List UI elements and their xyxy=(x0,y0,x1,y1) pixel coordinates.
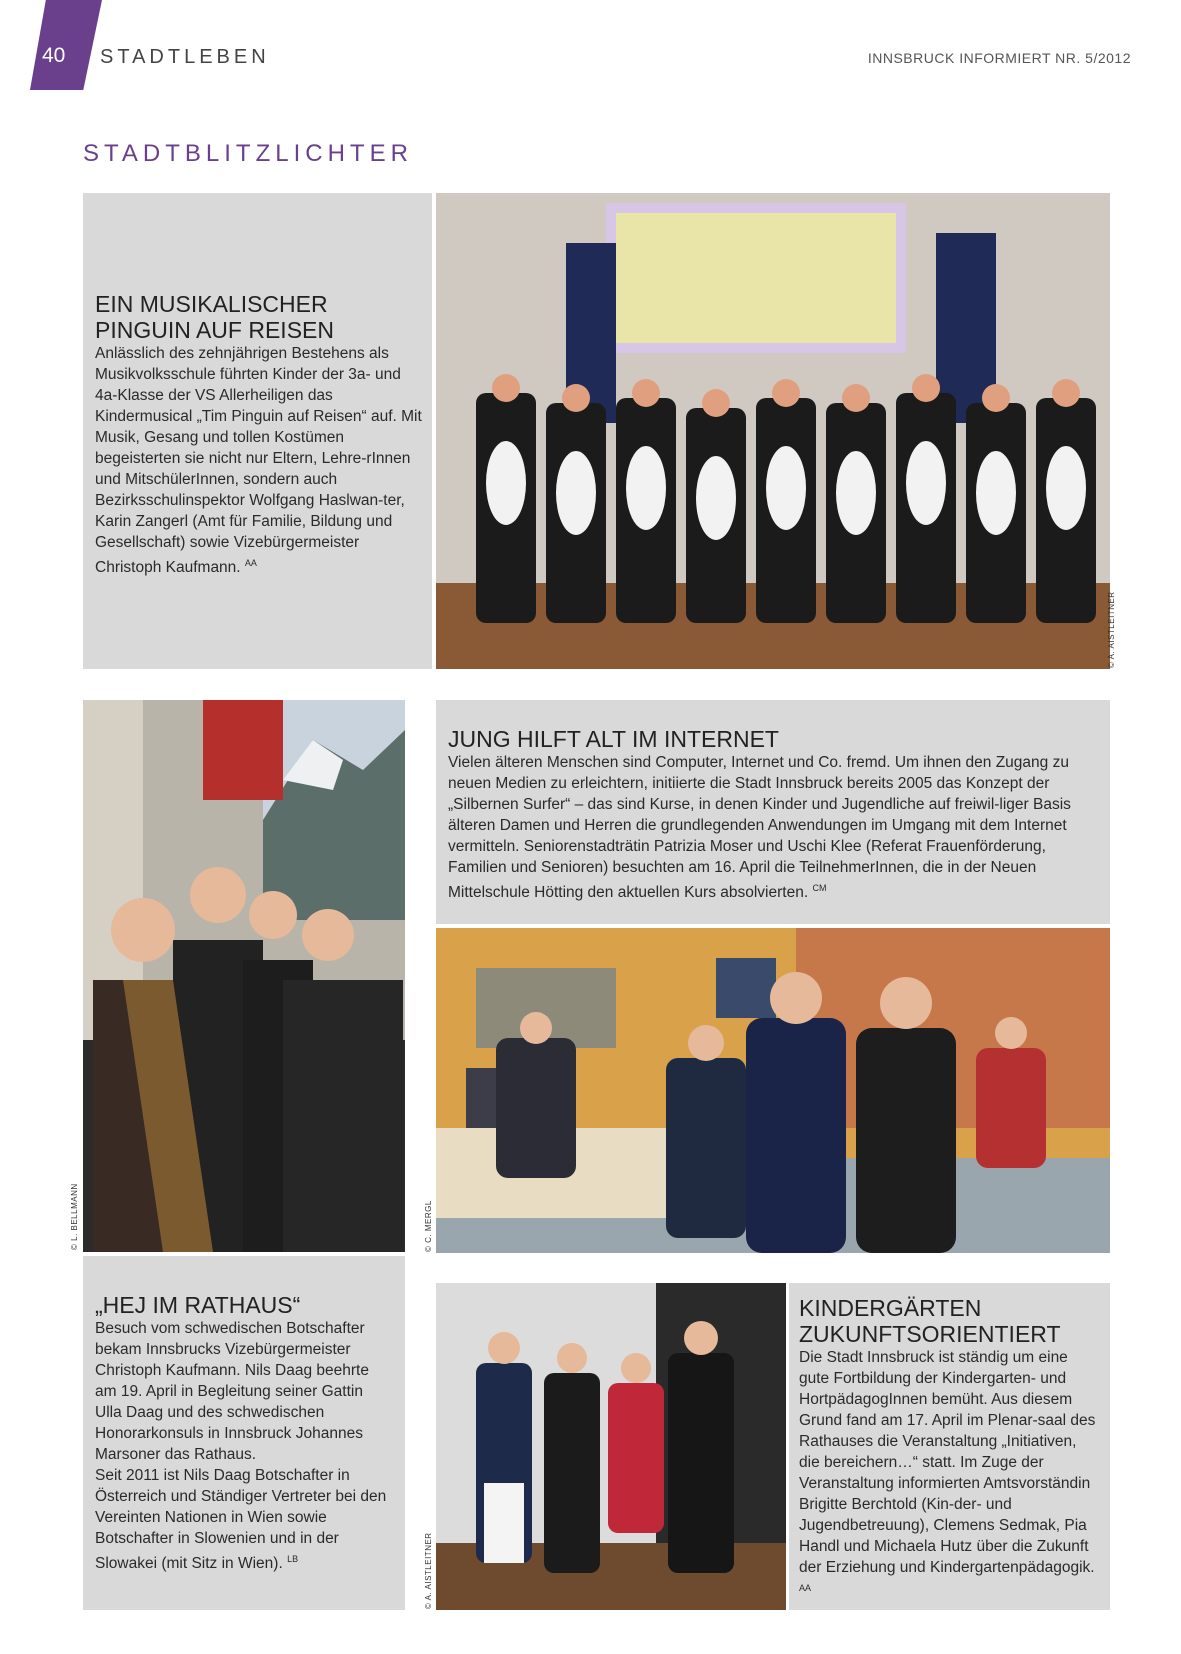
rathaus-title: „HEJ IM RATHAUS“ xyxy=(95,1292,301,1318)
kindergarten-photo-credit: © A. AISTLEITNER xyxy=(424,1532,433,1609)
pinguin-title-line1: EIN MUSIKALISCHER xyxy=(95,291,328,317)
pinguin-text-box xyxy=(83,193,432,669)
pinguin-body xyxy=(95,343,422,578)
internet-body xyxy=(448,752,1098,903)
penguin-musical-photo xyxy=(436,193,1110,669)
kindergarten-body-text: Die Stadt Innsbruck ist ständig um eine gute Fortbildung der Kindergarten- und HortpädagogInnen bemüht. Aus diesem Grund fand am 17. April im Plenar-saal des Rathauses die Veranstaltung „Initiativen, die bereichern…“ statt. Im Zuge der Veranstaltung informierten Amtsvorständin Brigitte Berchtold (Kin-der- und Jugendbetreuung), Clemens Sedmak, Pia Handl und Michaela Hutz über die Zukunft der Erziehung und Kindergartenpädagogik. xyxy=(799,1349,1096,1576)
kindergarten-title xyxy=(799,1295,1100,1347)
rathaus-photo xyxy=(83,700,405,1252)
rathaus-signature: LB xyxy=(287,1554,299,1564)
kindergarten-text-box xyxy=(789,1283,1110,1610)
issue-label: INNSBRUCK INFORMIERT NR. 5/2012 xyxy=(867,50,1131,66)
kindergarten-body xyxy=(799,1347,1100,1603)
kindergarten-photo xyxy=(436,1283,786,1610)
kindergarten-signature: AA xyxy=(799,1583,812,1593)
kindergarten-title-line2: ZUKUNFTSORIENTIERT xyxy=(799,1321,1061,1347)
rathaus-body-text-2: Seit 2011 ist Nils Daag Botschafter in Österreich und Ständiger Vertreter bei den Vereinten Nationen in Wien sowie Botschafter in Slowenien und in der Slowakei (mit Sitz in Wien). xyxy=(95,1467,387,1573)
pinguin-signature: AA xyxy=(244,558,257,568)
internet-title: JUNG HILFT ALT IM INTERNET xyxy=(448,726,779,752)
pinguin-body-text: Anlässlich des zehnjährigen Bestehens als Musikvolksschule führten Kinder der 3a- und 4a-Klasse der VS Allerheiligen das Kindermusical „Tim Pinguin auf Reisen“ auf. Mit Musik, Gesang und tollen Kostümen begeisterten sie nicht nur Eltern, Lehre-rInnen und MitschülerInnen, sondern auch Bezirksschulinspektor Wolfgang Haslwan-ter, Karin Zangerl (Amt für Familie, Bildung und Gesellschaft) sowie Vizebürgermeister Christoph Kaufmann. xyxy=(95,345,422,577)
rubric-title: STADTBLITZLICHTER xyxy=(83,140,413,167)
internet-signature: CM xyxy=(812,883,827,893)
page-number: 40 xyxy=(42,44,66,67)
pinguin-title-line2: PINGUIN AUF REISEN xyxy=(95,317,334,343)
rathaus-photo-credit: © L. BELLMANN xyxy=(70,1183,79,1250)
rathaus-body xyxy=(95,1318,393,1574)
rathaus-text-box xyxy=(83,1256,405,1610)
page-number-tab xyxy=(30,0,102,90)
internet-course-photo xyxy=(436,928,1110,1253)
internet-photo-credit: © C. MERGL xyxy=(424,1200,433,1252)
pinguin-title xyxy=(95,291,422,343)
internet-text-box xyxy=(436,700,1110,924)
internet-body-text: Vielen älteren Menschen sind Computer, Internet und Co. fremd. Um ihnen den Zugang zu neuen Medien zu erleichtern, initiierte die Stadt Innsbruck bereits 2005 das Konzept der „Silbernen Surfer“ – das sind Kurse, in denen Kinder und Jugendliche auf freiwil-liger Basis älteren Damen und Herren die grundlegenden Anwendungen im Umgang mit dem Internet vermitteln. Seniorenstadträtin Patrizia Moser und Uschi Klee (Referat Frauenförderung, Familien und Senioren) besuchten am 16. April die TeilnehmerInnen, die in der Neuen Mittelschule Hötting den aktuellen Kurs absolvierten. xyxy=(448,754,1071,902)
kindergarten-title-line1: KINDERGÄRTEN xyxy=(799,1295,982,1321)
pinguin-photo-credit: © A. AISTLEITNER xyxy=(1107,591,1116,668)
section-title: STADTLEBEN xyxy=(100,46,270,68)
rathaus-body-text-1: Besuch vom schwedischen Botschafter bekam Innsbrucks Vizebürgermeister Christoph Kaufmann. Nils Daag beehrte am 19. April in Begleitung seiner Gattin Ulla Daag und des schwedischen Honorarkonsuls in Innsbruck Johannes Marsoner das Rathaus. xyxy=(95,1320,369,1463)
